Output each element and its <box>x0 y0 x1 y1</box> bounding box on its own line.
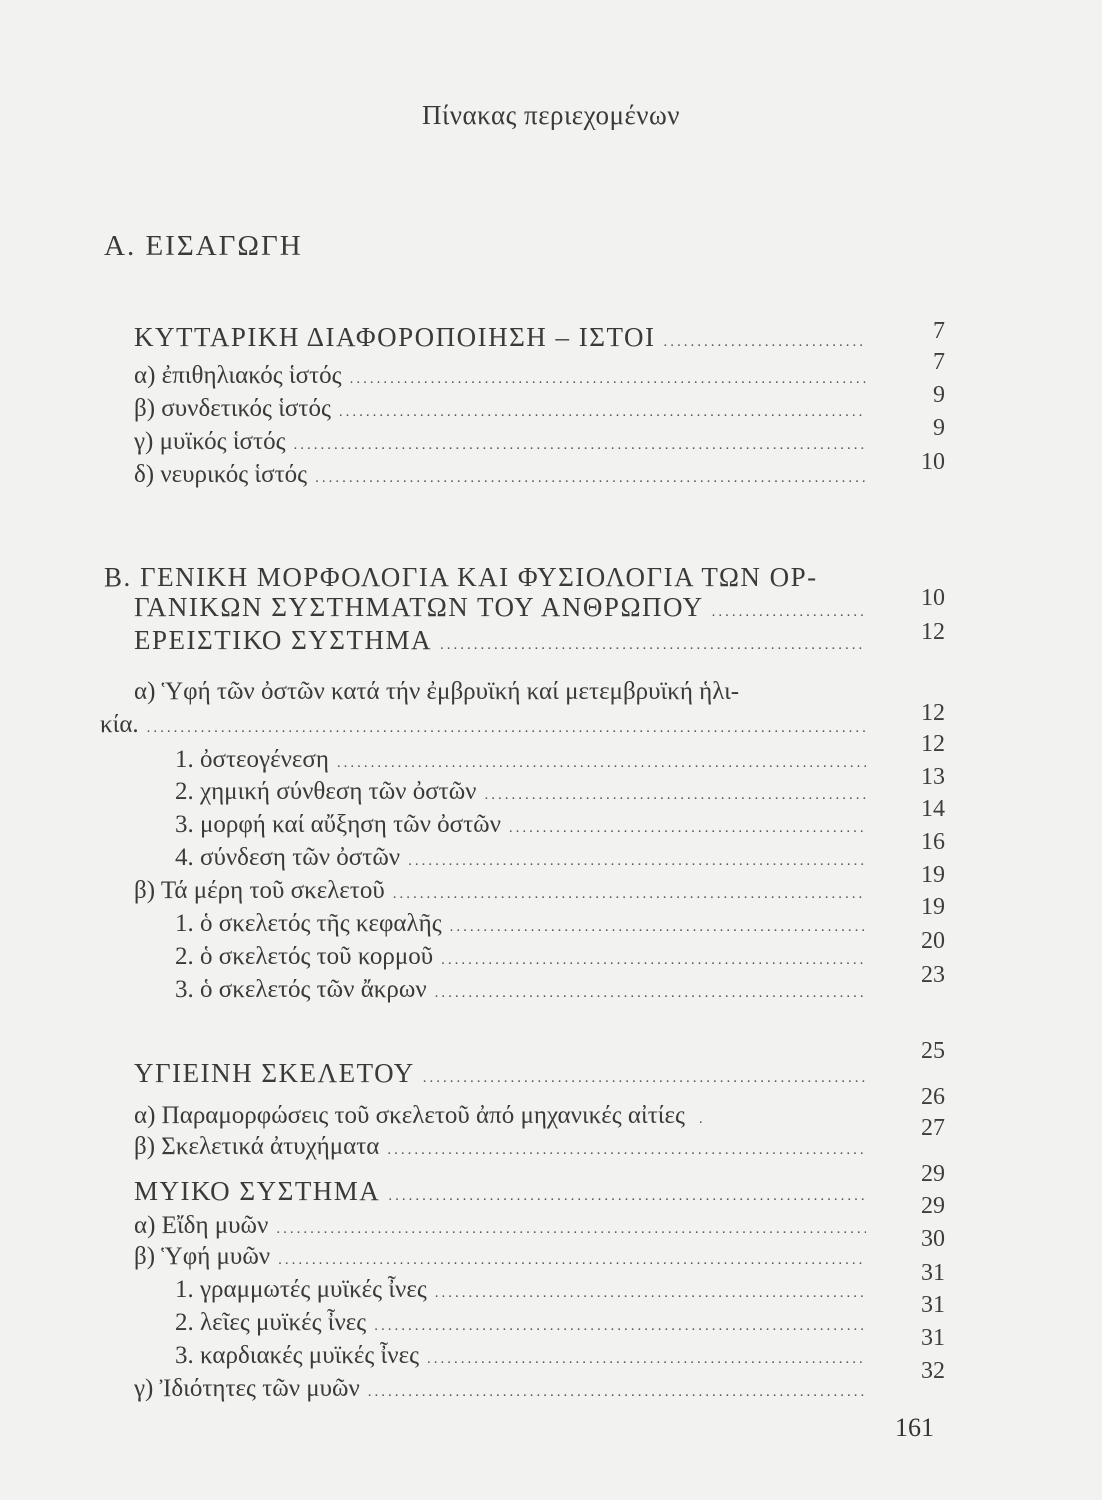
page-number: 12 <box>921 731 945 757</box>
dot-leader <box>427 1351 866 1368</box>
dot-leader <box>293 437 866 454</box>
toc-entry-label: 2. χημική σύνθεση τῶν ὀστῶν <box>175 778 477 805</box>
dot-leader <box>339 404 866 421</box>
toc-entry-neurikos[interactable] <box>134 461 866 489</box>
toc-entry-label: ΓΑΝΙΚΩΝ ΣΥΣΤΗΜΑΤΩΝ ΤΟΥ ΑΝΘΡΩΠΟΥ <box>134 592 704 622</box>
dot-leader <box>276 1221 866 1238</box>
page-number: 9 <box>933 415 945 441</box>
page-number: 10 <box>921 585 945 611</box>
toc-entry-label: α) ἐπιθηλιακός ἱστός <box>134 362 342 389</box>
toc-entry-label: 1. ὀστεογένεση <box>175 746 329 773</box>
toc-entry-idiotites-myon[interactable] <box>134 1375 866 1403</box>
toc-entry-label: ΚΥΤΤΑΡΙΚΗ ΔΙΑΦΟΡΟΠΟΙΗΣΗ – ΙΣΤΟΙ <box>134 322 656 352</box>
toc-entry-label: 2. ὁ σκελετός τοῦ κορμοῦ <box>175 943 434 970</box>
page-number: 31 <box>921 1325 945 1351</box>
dot-leader <box>441 952 866 969</box>
toc-entry-label: κία. <box>100 711 139 738</box>
page-number: 12 <box>921 619 945 645</box>
toc-entry-chimiki-synthesi[interactable] <box>175 778 866 806</box>
page-number: 14 <box>921 796 945 822</box>
page-number: 32 <box>921 1358 945 1384</box>
page-number: 29 <box>921 1193 945 1219</box>
dot-leader <box>440 637 866 654</box>
dot-leader <box>147 720 866 737</box>
dot-leader <box>368 1384 866 1401</box>
page-number: 30 <box>921 1226 945 1252</box>
toc-entry-ifi-oston: α) Ὑφή τῶν ὀστῶν κατά τήν ἐμβρυϊκή καί μετεμβρυϊκή ἡλι- <box>134 678 740 705</box>
page-number: 20 <box>921 928 945 954</box>
dot-leader <box>450 919 866 936</box>
toc-entry-label: ΜΥΙΚΟ ΣΥΣΤΗΜΑ <box>134 1176 381 1206</box>
toc-entry-label: 3. ὁ σκελετός τῶν ἄκρων <box>175 976 427 1003</box>
toc-entry-skeletika-atychimata[interactable] <box>134 1133 866 1161</box>
page-number: 7 <box>933 349 945 375</box>
page-number: 26 <box>921 1084 945 1110</box>
section-a-heading: Α. ΕΙΣΑΓΩΓΗ <box>104 230 303 262</box>
toc-entry-myiko-systima[interactable] <box>134 1176 866 1207</box>
toc-entry-label: ΥΓΙΕΙΝΗ ΣΚΕΛΕΤΟΥ <box>134 1058 415 1088</box>
toc-entry-label: β) Ὑφή μυῶν <box>134 1243 271 1270</box>
toc-entry-syndetikos[interactable] <box>134 395 866 423</box>
footer-page-number: 161 <box>895 1413 934 1442</box>
toc-entry-label: β) Σκελετικά ἀτυχήματα <box>134 1133 380 1160</box>
dot-leader <box>387 1142 866 1159</box>
toc-entry-ereistiko[interactable] <box>134 625 866 656</box>
dot-leader <box>663 334 866 351</box>
page-number: 27 <box>921 1115 945 1141</box>
dot-leader: . <box>698 1111 703 1127</box>
dot-leader <box>435 1285 866 1302</box>
page-number: 23 <box>921 962 945 988</box>
toc-entry-label: γ) Ἰδιότητες τῶν μυῶν <box>134 1375 360 1402</box>
page-title: Πίνακας περιεχομένων <box>421 100 680 130</box>
section-b-heading-continued[interactable] <box>134 592 866 623</box>
toc-entry-meri-skeletou[interactable] <box>134 877 866 905</box>
toc-entry-label: 3. μορφή καί αὔξηση τῶν ὀστῶν <box>175 811 501 838</box>
toc-entry-yfi-myon[interactable] <box>134 1243 866 1271</box>
page-number: 19 <box>921 862 945 888</box>
toc-entry-label: α) Παραμορφώσεις τοῦ σκελετοῦ ἀπό μηχανικές αἰτίες <box>134 1102 685 1129</box>
section-b-heading: Β. ΓΕΝΙΚΗ ΜΟΡΦΟΛΟΓΙΑ ΚΑΙ ΦΥΣΙΟΛΟΓΙΑ ΤΩΝ ΟΡ- <box>104 562 818 592</box>
toc-entry-label: α) Εἴδη μυῶν <box>134 1212 269 1239</box>
toc-entry-morfi-afxisi[interactable] <box>175 811 866 839</box>
toc-entry-kardiakes-ines[interactable] <box>175 1342 866 1370</box>
page-number: 9 <box>933 382 945 408</box>
toc-entry-label: 2. λεῖες μυϊκές ἶνες <box>175 1309 367 1336</box>
toc-entry-myikos[interactable] <box>134 428 866 456</box>
dot-leader <box>278 1252 866 1269</box>
dot-leader <box>374 1318 866 1335</box>
dot-leader <box>435 985 866 1002</box>
dot-leader <box>393 886 866 903</box>
toc-entry-paramorfoseis[interactable] <box>134 1102 703 1130</box>
toc-entry-label: 1. γραμμωτές μυϊκές ἶνες <box>175 1276 427 1303</box>
toc-entry-label: γ) μυϊκός ἱστός <box>134 428 286 455</box>
page-number: 31 <box>921 1260 945 1286</box>
toc-entry-ifi-oston-continued[interactable] <box>100 711 866 739</box>
toc-entry-skeletos-kefalis[interactable] <box>175 910 866 938</box>
toc-entry-label: 3. καρδιακές μυϊκές ἶνες <box>175 1342 419 1369</box>
toc-entry-grammotes-ines[interactable] <box>175 1276 866 1304</box>
toc-entry-syndesi-oston[interactable] <box>175 844 866 872</box>
dot-leader <box>350 371 866 388</box>
toc-entry-epithiliakos[interactable] <box>134 362 866 390</box>
toc-entry-label: β) συνδετικός ἱστός <box>134 395 331 422</box>
dot-leader <box>408 853 866 870</box>
toc-entry-eidi-myon[interactable] <box>134 1212 866 1240</box>
page-number: 16 <box>921 829 945 855</box>
page-number: 7 <box>933 318 945 344</box>
page-number: 12 <box>921 700 945 726</box>
dot-leader <box>337 755 866 772</box>
toc-entry-osteogenesi[interactable] <box>175 746 866 774</box>
toc-entry-label: β) Τά μέρη τοῦ σκελετοῦ <box>134 877 385 904</box>
toc-entry-leies-ines[interactable] <box>175 1309 866 1337</box>
page-number: 13 <box>921 764 945 790</box>
dot-leader <box>509 820 866 837</box>
toc-entry-skeletos-kormou[interactable] <box>175 943 866 971</box>
toc-entry-label: δ) νευρικός ἱστός <box>134 461 308 488</box>
page-number: 31 <box>921 1292 945 1318</box>
toc-entry-ygieini-skeletou[interactable] <box>134 1058 866 1089</box>
dot-leader <box>315 470 866 487</box>
dot-leader <box>423 1070 866 1087</box>
toc-entry-label: ΕΡΕΙΣΤΙΚΟ ΣΥΣΤΗΜΑ <box>134 625 433 655</box>
toc-entry-skeletos-akron[interactable] <box>175 976 866 1004</box>
toc-entry-kyttariki[interactable] <box>134 322 866 353</box>
page-number: 10 <box>921 449 945 475</box>
page-number: 25 <box>921 1038 945 1064</box>
page-number: 29 <box>921 1161 945 1187</box>
toc-entry-label: 4. σύνδεση τῶν ὀστῶν <box>175 844 401 871</box>
dot-leader <box>712 604 866 621</box>
page-number: 19 <box>921 894 945 920</box>
dot-leader <box>388 1188 866 1205</box>
toc-entry-label: 1. ὁ σκελετός τῆς κεφαλῆς <box>175 910 442 937</box>
dot-leader <box>485 787 867 804</box>
